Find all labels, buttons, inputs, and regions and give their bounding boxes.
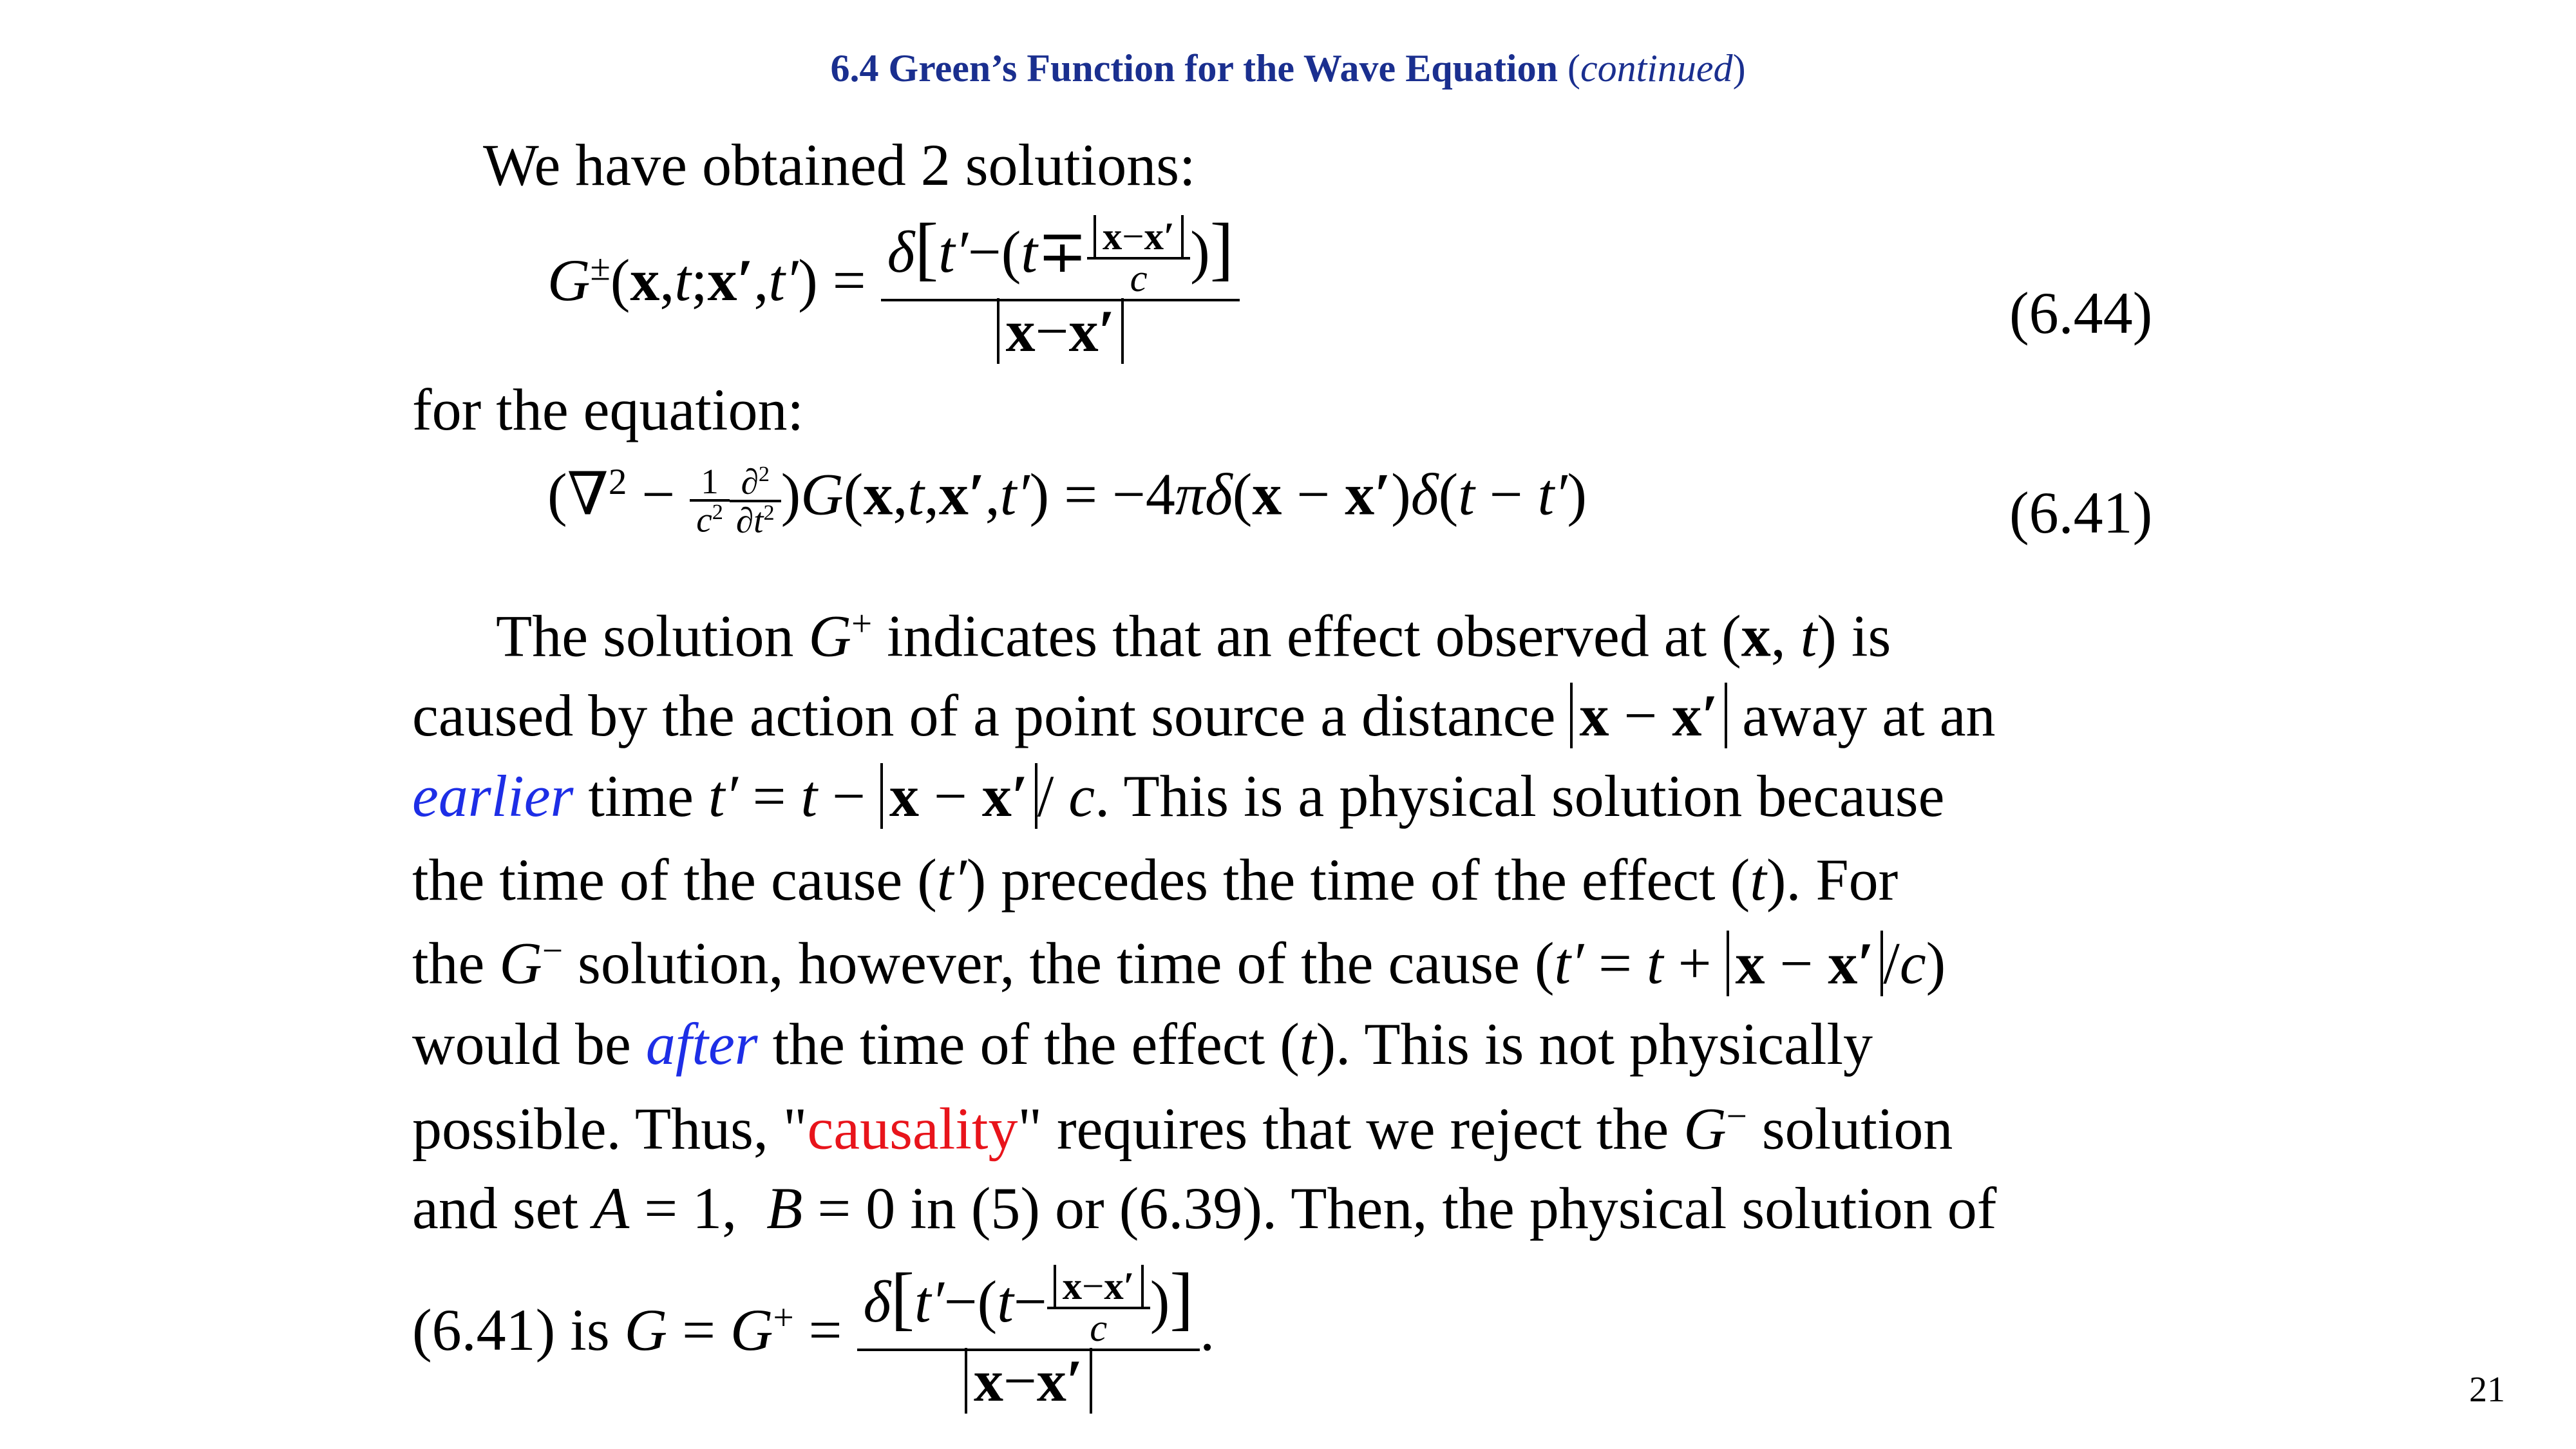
- paragraph-line-3: earlier time t′ = t − x − x′ / c. This is a physical solution because: [412, 763, 1945, 829]
- paragraph-line-8: and set A = 1, B = 0 in (5) or (6.39). Then, the physical solution of: [412, 1175, 1997, 1241]
- paragraph-line-9: (6.41) is G = G+ = δ[t′−(t− $\frac{x-x'}{c}$ )] x−x′ .: [412, 1258, 1215, 1414]
- causality-emphasis: causality: [807, 1095, 1018, 1162]
- paragraph-line-7: possible. Thus, "causality" requires that we reject the G− solution: [412, 1095, 1953, 1162]
- paragraph-line-2: caused by the action of a point source a distance x − x′ away at an: [412, 683, 1996, 748]
- paragraph-line-5: the G− solution, however, the time of the cause (t′ = t + x − x′ /c): [412, 930, 1946, 996]
- equation-6-44-number: (6.44): [2009, 280, 2153, 346]
- paragraph-line-4: the time of the cause (t′) precedes the time of the effect (t). For: [412, 847, 1899, 913]
- equation-6-41-number: (6.41): [2009, 480, 2153, 545]
- paragraph-line-1: The solution G+ indicates that an effect observed at (x, t) is: [496, 603, 1891, 669]
- slide-title-main: 6.4 Green’s Function for the Wave Equation: [830, 47, 1558, 90]
- earlier-emphasis: earlier: [412, 763, 574, 829]
- equation-6-44: G±(x,t;x′,t′) = δ[t′−(t∓ $\frac{x-x'}{c}$ )] x−x′: [547, 213, 1240, 361]
- after-emphasis: after: [645, 1011, 758, 1077]
- intro-line: We have obtained 2 solutions:: [483, 132, 1196, 198]
- slide-title-suffix: continued: [1580, 47, 1733, 90]
- page-number: 21: [2469, 1370, 2505, 1410]
- for-equation-line: for the equation:: [412, 377, 804, 442]
- paragraph-line-6: would be after the time of the effect (t). This is not physically: [412, 1011, 1873, 1077]
- equation-6-41: (∇$^2$ − $\frac{1}{c^2}$ $\frac{\partial^2}{\partial t^2}$ )G(x,t,x′,t′) = −4πδ(x − x′)δ(t − t′): [547, 461, 1587, 540]
- slide-title: 6.4 Green’s Function for the Wave Equation (continued): [830, 47, 1746, 90]
